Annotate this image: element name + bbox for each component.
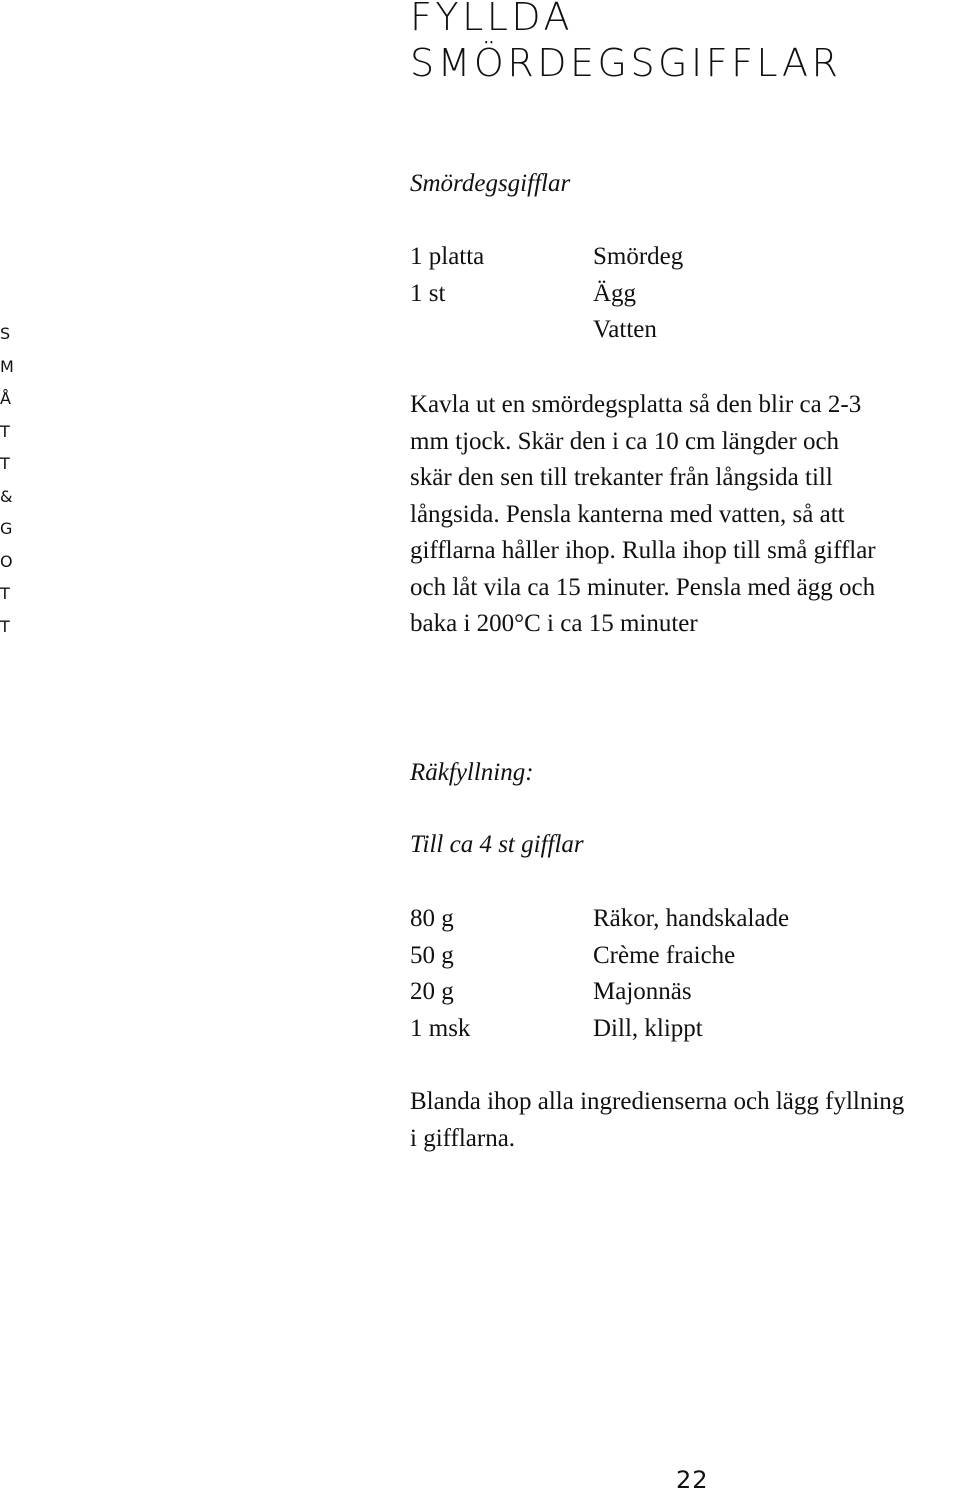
side-letter: O <box>0 551 13 571</box>
side-letter: T <box>0 584 10 603</box>
side-vertical-label <box>0 318 12 643</box>
ingredient-table-filling <box>410 901 789 1047</box>
instructions-filling: Blanda ihop alla ingredienserna och lägg fyllning i gifflarna. <box>410 1088 905 1152</box>
section-subtitle-dough: Smördegsgifflar <box>410 170 571 197</box>
side-letter: M <box>0 356 14 376</box>
ingredient-name: Smördeg <box>593 243 684 270</box>
ingredient-name: Majonnäs <box>593 978 692 1005</box>
instructions-dough: Kavla ut en smördegsplatta så den blir ca 2-3 mm tjock. Skär den i ca 10 cm längder och skär den sen till trekanter från långsida till långsida. Pensla kanterna med vatten, så att gifflarna håller ihop. Rulla ihop till små gifflar och låt vila ca 15 minuter. Pensla med ägg och baka i 200°C i ca 15 minuter <box>410 391 876 637</box>
ingredient-row <box>410 312 683 349</box>
ingredient-qty: 1 msk <box>410 1014 471 1042</box>
recipe-title-line-2: SMÖRDEGSGIFFLAR <box>410 41 842 85</box>
recipe-title <box>410 0 955 86</box>
ingredient-row <box>410 276 683 313</box>
ingredient-name: Crème fraiche <box>593 941 736 969</box>
page-number: 22 <box>676 1466 709 1494</box>
ingredient-row <box>410 901 789 938</box>
ingredient-qty: 1 st <box>410 279 446 307</box>
side-letter: S <box>0 324 11 343</box>
side-letter: T <box>0 616 10 636</box>
ingredient-qty: 1 platta <box>410 243 485 270</box>
ingredient-table-dough <box>410 239 683 349</box>
side-letter: & <box>0 486 13 506</box>
section-subtitle-filling: Räkfyllning: <box>410 759 534 786</box>
side-letter: Å <box>0 389 11 408</box>
ingredient-qty: 50 g <box>410 941 454 969</box>
ingredient-row <box>410 239 683 276</box>
ingredient-row <box>410 938 789 975</box>
side-letter: G <box>0 519 13 538</box>
ingredient-name: Ägg <box>593 279 637 307</box>
ingredient-qty <box>410 312 593 349</box>
side-letter: T <box>0 454 10 473</box>
side-letter: T <box>0 421 10 441</box>
ingredient-name: Dill, klippt <box>593 1014 703 1042</box>
ingredient-qty: 20 g <box>410 978 454 1005</box>
ingredient-name: Räkor, handskalade <box>593 905 790 932</box>
ingredient-row <box>410 974 789 1011</box>
servings-note: Till ca 4 st gifflar <box>410 831 584 858</box>
ingredient-qty: 80 g <box>410 905 454 932</box>
ingredient-name: Vatten <box>593 316 657 343</box>
recipe-title-line-1: FYLLDA <box>410 0 573 39</box>
ingredient-row <box>410 1011 789 1048</box>
